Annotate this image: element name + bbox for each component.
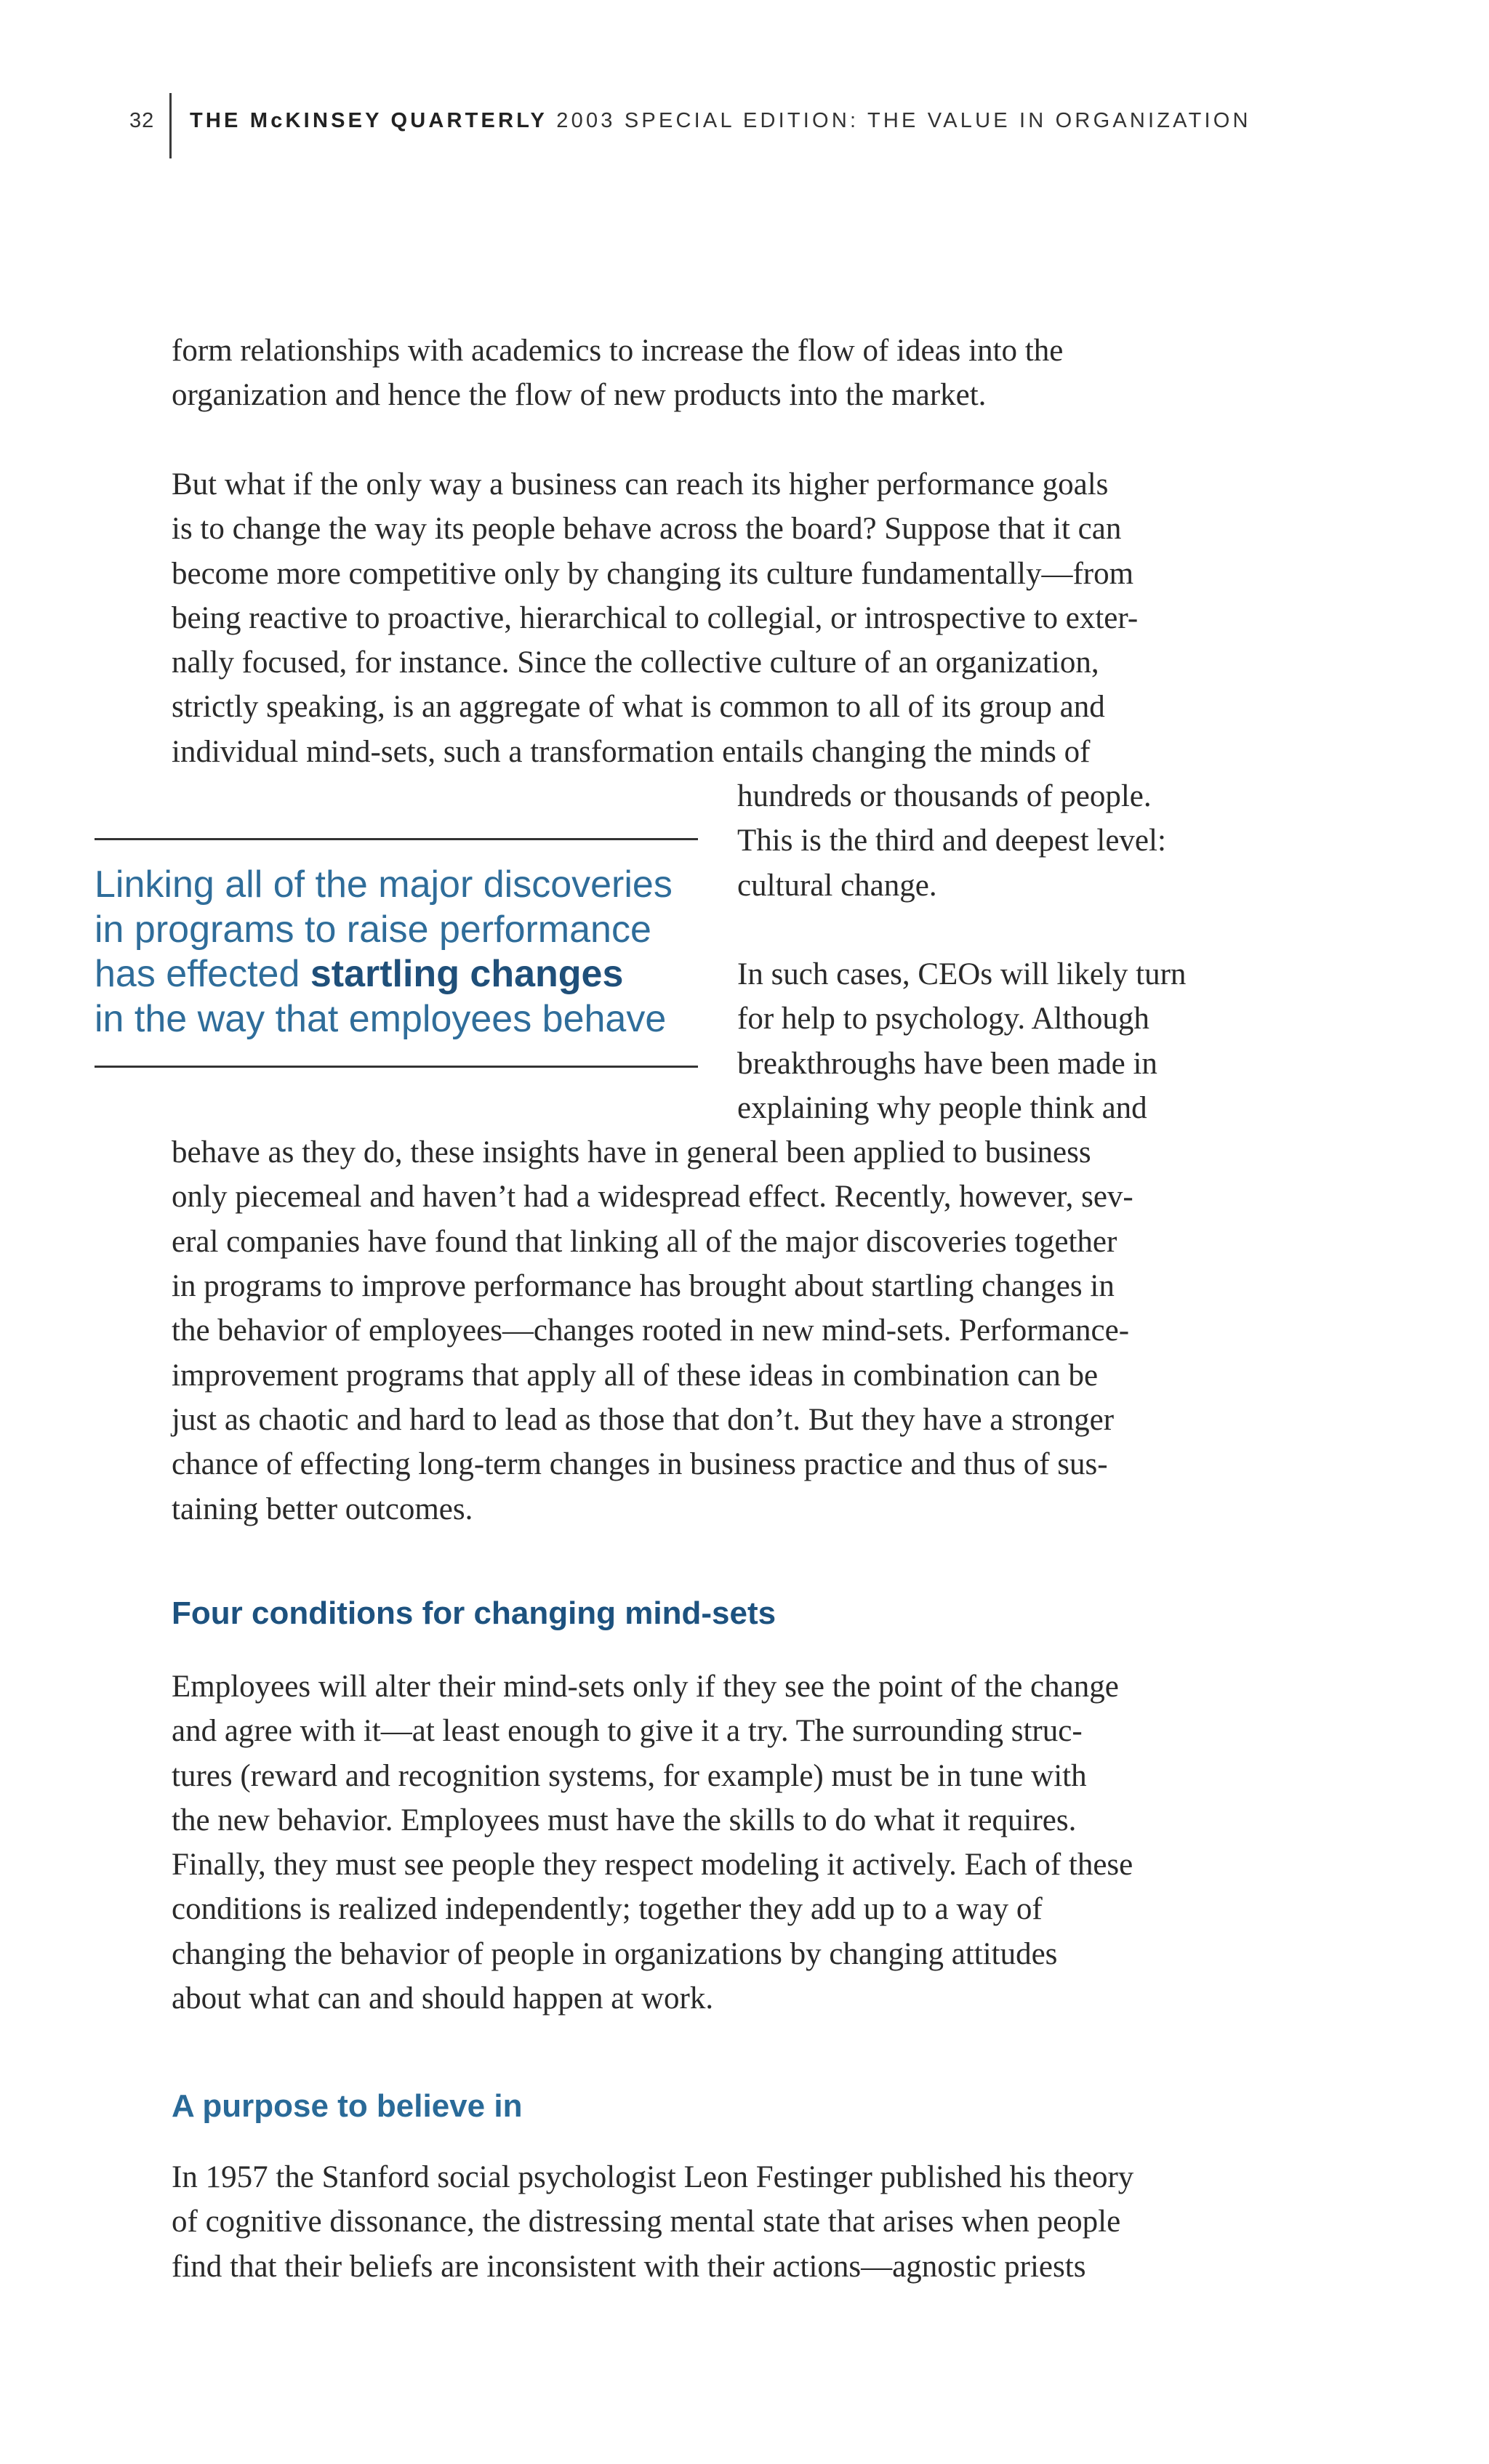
- text-line: find that their beliefs are inconsistent with their actions—agnostic priests: [172, 2249, 1086, 2284]
- text-line: taining better outcomes.: [172, 1491, 473, 1526]
- text-line: tures (reward and recognition systems, for example) must be in tune with: [172, 1758, 1087, 1793]
- text-line: This is the third and deepest level:: [737, 824, 1166, 858]
- section-heading: Four conditions for changing mind-sets: [172, 1595, 776, 1631]
- text-line: explaining why people think and: [737, 1090, 1147, 1125]
- paragraph-3: [172, 952, 1277, 1531]
- text-line: is to change the way its people behave across the board? Suppose that it can: [172, 512, 1122, 547]
- text-line: improvement programs that apply all of these ideas in combination can be: [172, 1358, 1099, 1393]
- page-number: 32: [129, 109, 155, 132]
- pull-quote-emphasis: startling changes: [310, 953, 624, 995]
- text-line: changing the behavior of people in organizations by changing attitudes: [172, 1936, 1058, 1971]
- subsection-heading: A purpose to believe in: [172, 2088, 523, 2124]
- pull-quote-line: in the way that employees behave: [95, 997, 667, 1040]
- text-line: the new behavior. Employees must have the skills to do what it requires.: [172, 1803, 1077, 1837]
- text-line: behave as they do, these insights have in general been applied to business: [172, 1135, 1091, 1170]
- paragraph-4: [172, 1664, 1277, 2021]
- text-line: form relationships with academics to increase the flow of ideas into the: [172, 334, 1064, 368]
- header-divider: [169, 93, 172, 158]
- text-line: about what can and should happen at work.: [172, 1981, 714, 2016]
- text-line: of cognitive dissonance, the distressing mental state that arises when people: [172, 2205, 1121, 2239]
- text-line: in programs to improve performance has brought about startling changes in: [172, 1269, 1115, 1304]
- paragraph-5: [172, 2155, 1277, 2289]
- paragraph-1: [172, 329, 1277, 418]
- text-line: cultural change.: [737, 868, 937, 903]
- pull-quote-line: Linking all of the major discoveries: [95, 863, 673, 906]
- text-line: organization and hence the flow of new products into the market.: [172, 378, 987, 413]
- text-line: for help to psychology. Although: [737, 1002, 1149, 1036]
- text-line: eral companies have found that linking all of the major discoveries together: [172, 1224, 1117, 1259]
- text-line: just as chaotic and hard to lead as those that don’t. But they have a stronger: [172, 1402, 1115, 1437]
- text-line: hundreds or thousands of people.: [737, 779, 1152, 814]
- journal-title: THE McKINSEY QUARTERLY: [190, 109, 548, 132]
- text-line: In 1957 the Stanford social psychologist Leon Festinger published his theory: [172, 2160, 1134, 2194]
- edition-title: 2003 SPECIAL EDITION: THE VALUE IN ORGANIZATION: [556, 109, 1251, 132]
- text-line: strictly speaking, is an aggregate of what is common to all of its group and: [172, 690, 1105, 725]
- running-header: [0, 0, 1489, 174]
- text-line: In such cases, CEOs will likely turn: [737, 957, 1187, 991]
- text-line: the behavior of employees—changes rooted in new mind-sets. Performance-: [172, 1313, 1130, 1348]
- text-line: individual mind-sets, such a transformation entails changing the minds of: [172, 734, 1091, 769]
- text-line: Employees will alter their mind-sets only if they see the point of the change: [172, 1670, 1119, 1704]
- text-line: conditions is realized independently; together they add up to a way of: [172, 1892, 1043, 1927]
- pull-quote-line: in programs to raise performance: [95, 908, 651, 951]
- text-line: become more competitive only by changing its culture fundamentally—from: [172, 556, 1134, 591]
- text-line: chance of effecting long-term changes in business practice and thus of sus-: [172, 1447, 1108, 1482]
- running-head: [190, 109, 1251, 133]
- text-line: breakthroughs have been made in: [737, 1046, 1157, 1081]
- text-line: being reactive to proactive, hierarchical to collegial, or introspective to exter-: [172, 600, 1139, 635]
- text-line: But what if the only way a business can reach its higher performance goals: [172, 467, 1109, 502]
- text-line: Finally, they must see people they respect modeling it actively. Each of these: [172, 1848, 1133, 1883]
- text-line: only piecemeal and haven’t had a widespread effect. Recently, however, sev-: [172, 1180, 1133, 1215]
- text-line: and agree with it—at least enough to give it a try. The surrounding struc-: [172, 1714, 1083, 1749]
- text-line: nally focused, for instance. Since the collective culture of an organization,: [172, 645, 1099, 680]
- pull-quote-top-rule: [95, 838, 698, 840]
- pull-quote-line-start: has effected: [95, 953, 310, 995]
